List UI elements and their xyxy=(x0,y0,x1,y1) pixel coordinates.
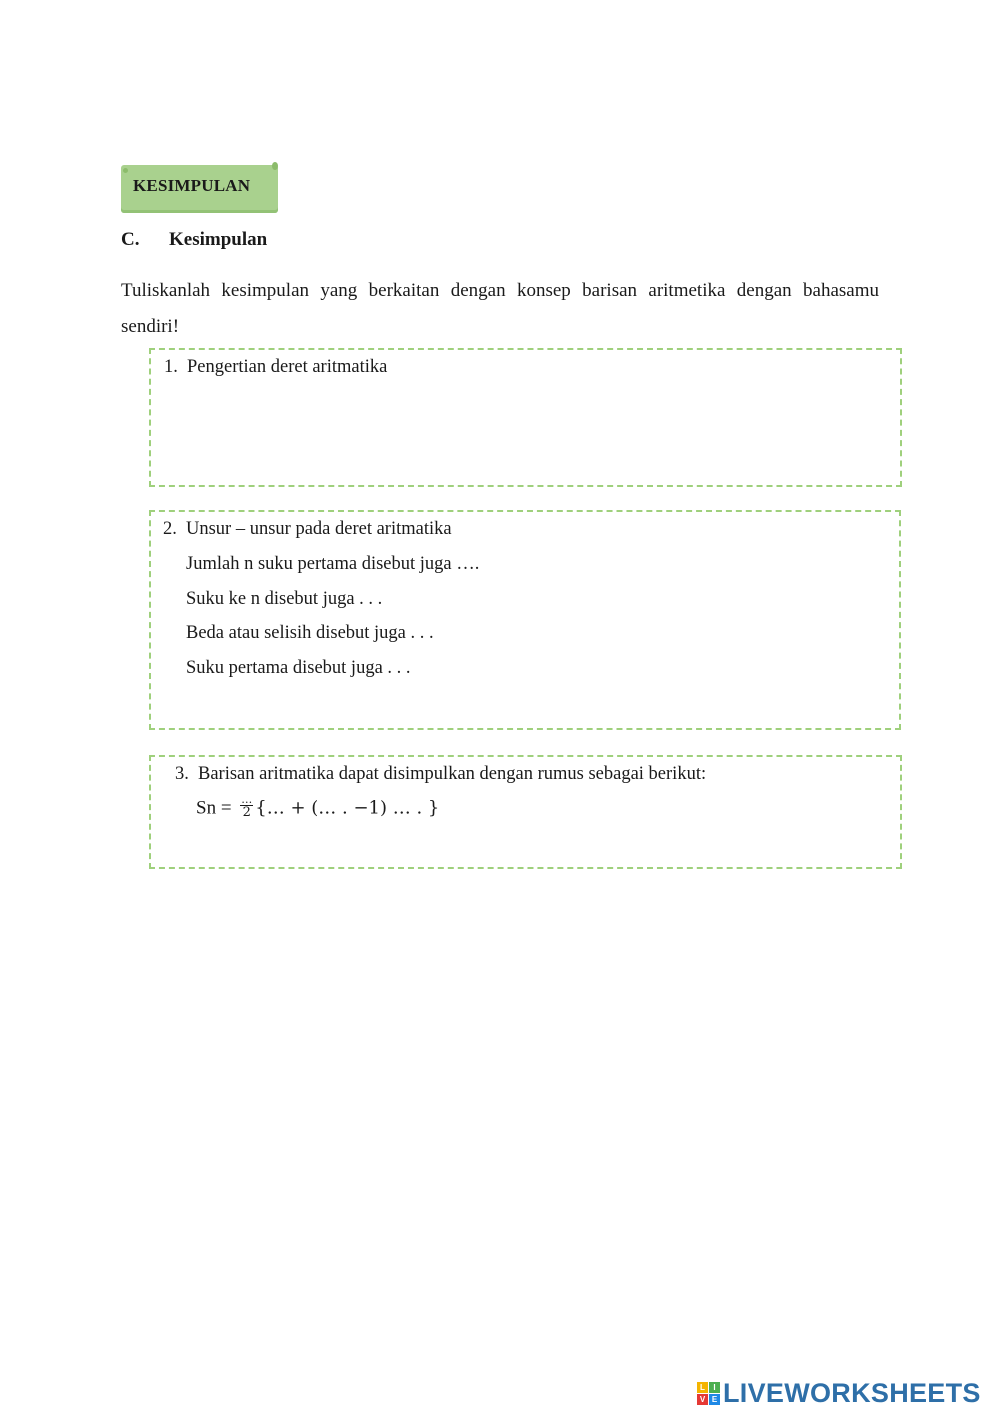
item-1 xyxy=(164,357,387,378)
banner-label: KESIMPULAN xyxy=(133,176,251,195)
instruction-line-2: sendiri! xyxy=(121,316,180,337)
item-2-line: Suku ke n disebut juga . . . xyxy=(186,589,383,609)
logo-tile: L xyxy=(697,1382,708,1393)
item-1-text: Pengertian deret aritmatika xyxy=(187,357,388,377)
answer-box-2[interactable] xyxy=(149,510,901,730)
item-3-number: 3. xyxy=(175,764,189,784)
formula-denominator: 2 xyxy=(242,805,251,820)
instruction-line-1: Tuliskanlah kesimpulan yang berkaitan dengan konsep barisan aritmetika dengan bahasamu xyxy=(121,280,879,301)
formula-rhs: {… + (… . −1) … . } xyxy=(255,797,440,819)
section-heading xyxy=(121,229,267,251)
logo-text: LIVEWORKSHEETS xyxy=(723,1377,981,1408)
item-2-line: Beda atau selisih disebut juga . . . xyxy=(186,623,434,643)
logo-tile: V xyxy=(697,1394,708,1405)
item-2-line: Jumlah n suku pertama disebut juga …. xyxy=(186,554,480,574)
item-3-text: Barisan aritmatika dapat disimpulkan dengan rumus sebagai berikut: xyxy=(198,764,707,784)
formula-lhs: Sn = xyxy=(196,797,237,819)
instruction-paragraph xyxy=(121,273,879,345)
item-2-title: Unsur – unsur pada deret aritmatika xyxy=(186,519,452,539)
item-1-number: 1. xyxy=(164,357,178,377)
formula-fraction xyxy=(240,793,253,820)
logo-tile: I xyxy=(709,1382,720,1393)
section-title: Kesimpulan xyxy=(169,229,268,250)
item-2-number: 2. xyxy=(163,519,177,539)
section-letter: C. xyxy=(121,229,140,250)
liveworksheets-logo xyxy=(697,1376,981,1410)
item-2 xyxy=(163,519,452,540)
kesimpulan-banner xyxy=(121,165,278,213)
item-2-line: Suku pertama disebut juga . . . xyxy=(186,658,411,678)
formula-numerator: … xyxy=(241,793,253,806)
item-3 xyxy=(175,764,706,785)
logo-tile: E xyxy=(709,1394,720,1405)
logo-icon xyxy=(697,1382,720,1405)
sum-formula xyxy=(196,793,440,821)
